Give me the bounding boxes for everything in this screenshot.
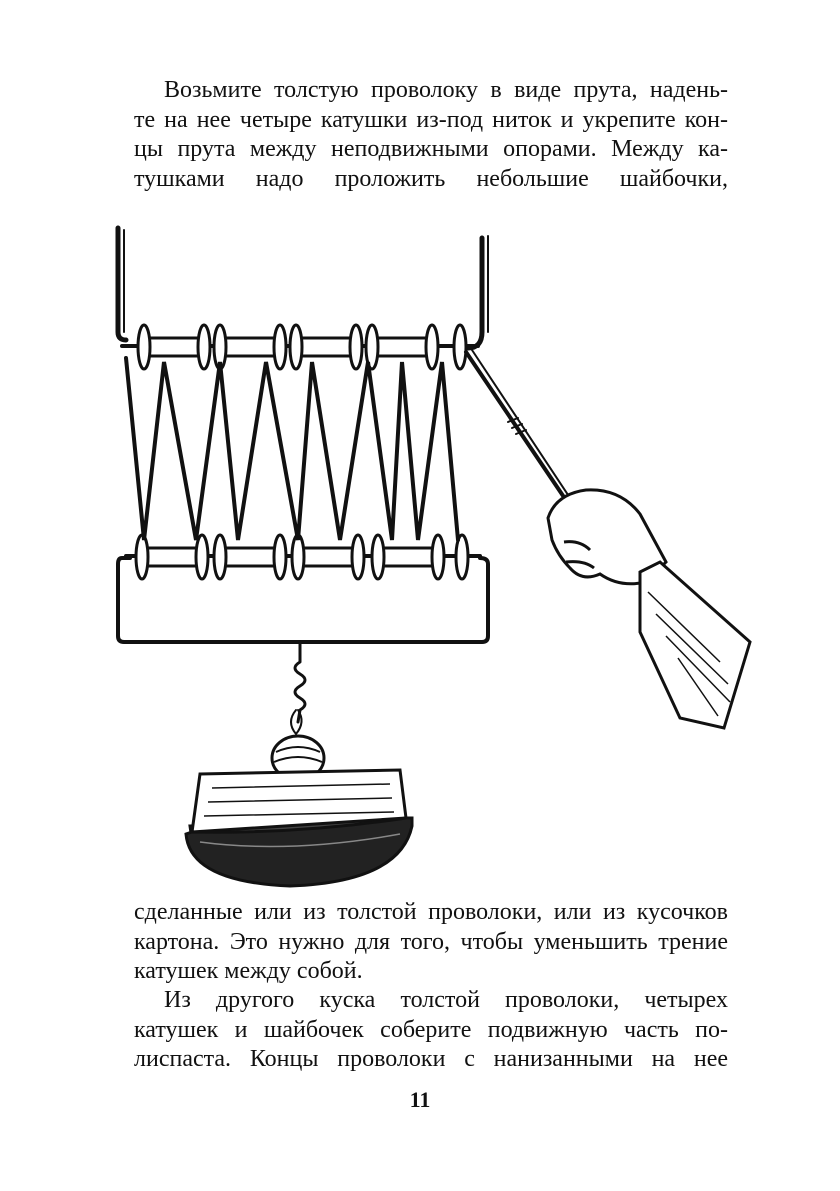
paragraph-continued [134,898,728,987]
upper-spool [138,325,210,369]
text-line: тушками надо проложить небольшие шайбочки, [134,165,728,192]
text-line: сделанные или из толстой проволоки, или из кусочков [134,899,728,925]
paragraph-intro [134,76,728,194]
text-line: катушек между собой. [134,958,363,984]
text-line: Из другого куска толстой проволоки, четырех [164,987,728,1013]
text-line: картона. Это нужно для того, чтобы уменьшить трение [134,928,728,955]
page-number: 11 [409,1087,431,1112]
text-line: те на нее четыре катушки из-под ниток и укрепите кон- [134,106,728,133]
paragraph-assembly [134,986,728,1075]
text-line: лиспаста. Концы проволоки с нанизанными на нее [134,1046,728,1072]
text-line: Возьмите толстую проволоку в виде прута, надень- [164,77,728,103]
text-line: катушек и шайбочек соберите подвижную часть по- [134,1016,728,1043]
text-line: цы прута между неподвижными опорами. Между ка- [134,136,728,162]
pulley-block-illustration [100,222,760,888]
